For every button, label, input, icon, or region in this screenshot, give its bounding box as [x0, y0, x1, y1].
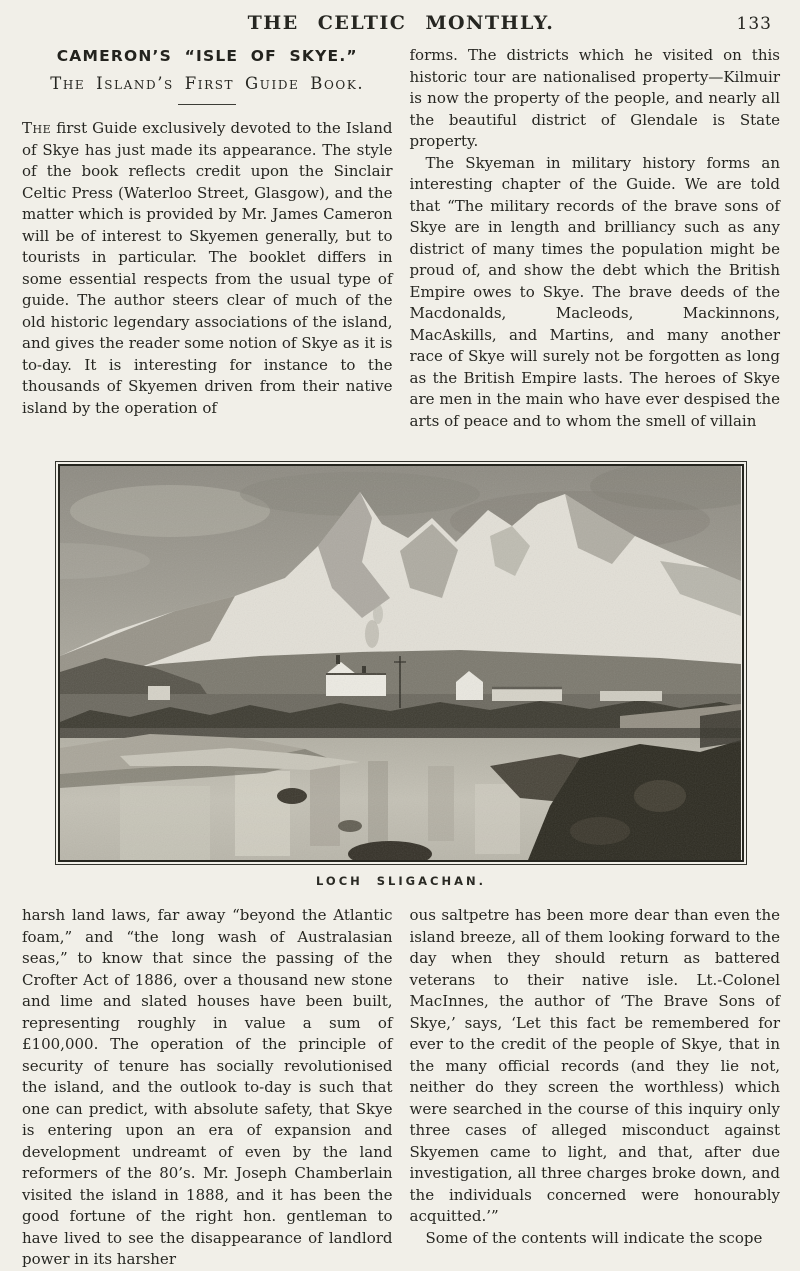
page-header	[22, 9, 780, 45]
paragraph-land-laws: harsh land laws, far away “beyond the Atlantic foam,” and “the long wash of Australasian seas,” to know that since the passing of the Crofter Act of 1886, over a thousand new stone and lime and slated houses have been built, representing roughly in value a sum of £100,000. The operation of the principle of security of tenure has socially revolutionised the island, and the outlook to-day is such that one can predict, with absolute safety, that Skye is entering upon an era of expansion and development undreamt of even by the land reformers of the 80’s. Mr. Joseph Chamberlain visited the island in 1888, and it has been the good fortune of the right hon. gentleman to have lived to see the disappearance of landlord power in its harsher	[22, 906, 393, 1268]
top-columns	[22, 45, 780, 432]
paragraph-intro	[22, 118, 393, 419]
photo-illustration	[60, 466, 741, 860]
article-title: CAMERON’S “ISLE OF SKYE.”	[56, 47, 358, 65]
paragraph-saltpetre: ous saltpetre has been more dear than even the island breeze, all of them looking forward to the day when they should return as battered veterans to their native isle. Lt.-Colonel MacInnes, the author of ‘The Brave Sons of Skye,’ says, ‘Let this fact be remembered for ever to the credit of the people of Skye, that in the many official records (and they lie not, neither do they screen the worthless) which were searched in the course of this inquiry only three cases of alleged misconduct against Skyemen came to light, and that, after due investigation, all three charges broke down, and the individuals concerned were honourably acquitted.’”	[409, 906, 780, 1225]
paragraph-intro-text: first Guide exclusively devoted to the Island of Skye has just made its appearance. The style of the book reflects credit upon the Sinclair Celtic Press (Waterloo Street, Glasgow), and the matter which is provided by Mr. James Cameron will be of interest to Skyemen generally, but to tourists in particular. The booklet differs in some essential respects from the usual type of guide. The author steers clear of much of the old historic legendary associations of the island, and gives the reader some notion of Skye as it is to-day. It is interesting for instance to the thousands of Skyemen driven from their native island by the operation of	[22, 119, 393, 417]
photo-caption: LOCH SLIGACHAN.	[316, 874, 486, 888]
lead-word: The	[22, 119, 52, 137]
paragraph-districts: forms. The districts which he visited on this historic tour are nationalised property—Kilmuir is now the property of the people, and nearly all the beautiful district of Glendale is State property.	[409, 46, 780, 150]
right-column-top	[410, 45, 781, 432]
paragraph-contents: Some of the contents will indicate the scope	[425, 1228, 763, 1247]
title-divider	[178, 104, 236, 105]
photo-frame	[55, 461, 747, 865]
left-column-top	[22, 45, 393, 419]
left-column-bottom	[22, 905, 393, 1271]
journal-title: THE CELTIC MONTHLY.	[247, 12, 555, 34]
paragraph-military: The Skyeman in military history forms an interesting chapter of the Guide. We are told that “The military records of the brave sons of Skye are in length and brilliancy such as any district of many times the population might be proud of, and show the debt which the British Empire owes to Skye. The brave deeds of the Macdonalds, Macleods, Mackinnons, MacAskills, and Martins, and many another race of Skye will surely not be forgotten as long as the British Empire lasts. The heroes of Skye are men in the main who have ever despised the arts of peace and to whom the smell of villain	[409, 153, 780, 430]
photo-figure	[55, 461, 747, 888]
page-number: 133	[736, 14, 772, 34]
photo-inner-frame	[58, 464, 744, 862]
right-column-bottom	[410, 905, 781, 1249]
article-subtitle: The Island’s First Guide Book.	[50, 74, 365, 93]
bottom-columns	[22, 905, 780, 1271]
